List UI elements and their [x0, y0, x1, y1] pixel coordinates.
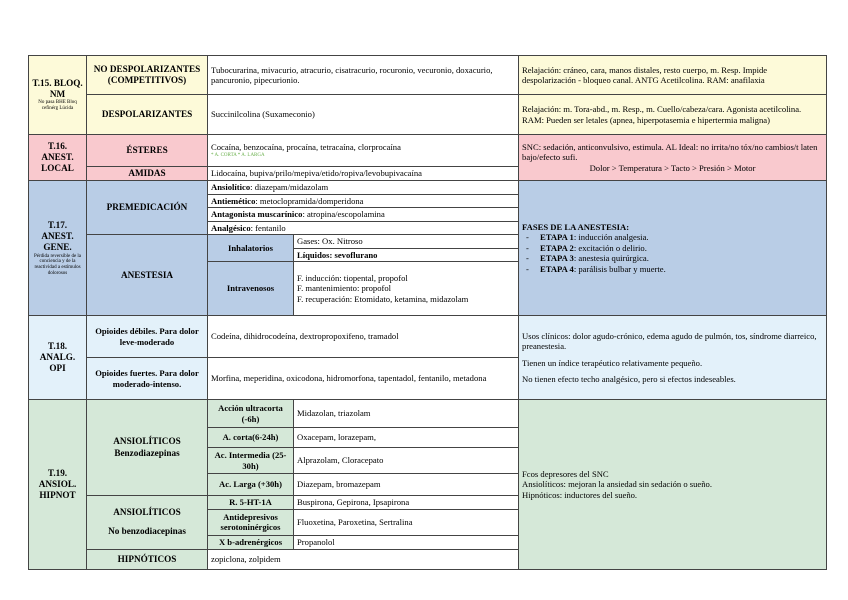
t17-iv-3: F. recuperación: Etomidato, ketamina, midazolam: [297, 293, 469, 304]
t18-weak-label: Opioides débiles. Para dolor leve-moderado: [87, 316, 208, 358]
t16-amidas-drugs: Lidocaína, bupiva/prilo/mepiva/etido/ropiva/levobupivacaína: [208, 167, 519, 181]
t19-benzo-1-v: Oxacepam, lorazepam,: [294, 428, 519, 448]
t19-nobenzo-1-k: Antidepresivos serotoninérgicos: [208, 509, 294, 535]
t17-iv-2: F. mantenimiento: propofol: [297, 283, 392, 294]
t19-info-3: Hipnóticos: inductores del sueño.: [522, 489, 638, 500]
t19-benzo-2-v: Alprazolam, Cloracepato: [294, 448, 519, 474]
t15-nondep-drugs: Tubocurarina, mivacurio, atracurio, cisatracurio, rocuronio, vecuronio, doxacurio, pancuronio, pipecurionio.: [208, 56, 519, 95]
t16-esteres-drugs: Cocaína, benzocaína, procaína, tetracaína, clorprocaína: [211, 142, 401, 153]
t18-strong-label: Opioides fuertes. Para dolor moderado-intenso.: [87, 358, 208, 400]
t17-iv-cell: [294, 262, 519, 316]
t17-premed-1: Antiemético: metoclopramida/domperidona: [208, 194, 519, 207]
t16-amidas-label: AMIDAS: [87, 167, 208, 181]
t19-title: T.19. ANSIOL. HIPNOT: [29, 400, 87, 569]
t17-gases: Gases: Ox. Nitroso: [294, 235, 519, 248]
t18-info-3: No tienen efecto techo analgésico, pero si efectos indeseables.: [522, 374, 736, 385]
t17-fases-cell: [519, 181, 827, 316]
t15-nondep-info: Relajación: cráneo, cara, manos distales, resto cuerpo, m. Resp. Impide despolarización - bloqueo canal. ANTG Acetilcolina. RAM: anafilaxia: [519, 56, 827, 95]
t19-info-1: Fcos depresores del SNC: [522, 468, 609, 479]
t19-info-cell: [519, 400, 827, 569]
t17-note: Pérdida reversible de la conciencia y de la reactividad a estímulos dolorosos: [33, 253, 82, 276]
t17-premed-label: PREMEDICACIÓN: [87, 181, 208, 235]
t16-esteres-cell: [208, 135, 519, 167]
t19-benzo-1-k: A. corta(6-24h): [208, 428, 294, 448]
t19-nobenzo-0-v: Buspirona, Gepirona, Ipsapirona: [294, 496, 519, 509]
t17-iv-label: Intravenosos: [208, 262, 294, 316]
t17-fase-2: - ETAPA 2: excitación o delirio.: [540, 243, 823, 253]
t18-title: T.18. ANALG. OPI: [29, 316, 87, 400]
t15-nondep-label: NO DESPOLARIZANTES (COMPETITIVOS): [87, 56, 208, 95]
t18-info-cell: [519, 316, 827, 400]
t19-benzo-2-k: Ac. Intermedia (25-30h): [208, 448, 294, 474]
t16-esteres-note: * A. CORTA * A. LARGA: [211, 152, 265, 158]
t19-benzo-label: ANSIOLÍTICOS Benzodiazepinas: [87, 400, 208, 496]
t15-dep-info: Relajación: m. Tora-abd., m. Resp., m. Cuello/cabeza/cara. Agonista acetilcolina. RAM: Pueden ser letales (apnea, hiperpotasemia e hipertermia maligna): [519, 95, 827, 135]
pharmacology-summary-table: [28, 55, 827, 570]
t15-title-cell: [29, 56, 87, 135]
t16-info-cell: [519, 135, 827, 181]
t19-benzo-0-k: Acción ultracorta (-6h): [208, 400, 294, 428]
t19-nobenzo-label: ANSIOLÍTICOS: [113, 507, 181, 518]
t17-iv-1: F. inducción: tiopental, propofol: [297, 272, 408, 283]
t17-anest-label: ANESTESIA: [87, 235, 208, 316]
t19-benzo-3-k: Ac. Larga (+30h): [208, 474, 294, 496]
t17-fase-3: - ETAPA 3: anestesia quirúrgica.: [540, 253, 823, 263]
t16-title: T.16. ANEST. LOCAL: [29, 135, 87, 181]
t17-liquidos: Líquidos: sevoflurano: [294, 248, 519, 261]
t19-info-2: Ansiolíticos: mejoran la ansiedad sin sedación o sueño.: [522, 479, 712, 490]
t18-weak-drugs: Codeína, dihidrocodeína, dextropropoxifeno, tramadol: [208, 316, 519, 358]
t19-nobenzo-0-k: R. 5-HT-1A: [208, 496, 294, 509]
t19-nobenzo-sub: No benzodiacepinas: [108, 526, 186, 537]
t19-hip-drugs: zopiclona, zolpidem: [208, 549, 519, 569]
t15-dep-drugs: Succinilcolina (Suxameconio): [208, 95, 519, 135]
t17-title: T.17. ANEST. GENE.: [41, 219, 74, 253]
t17-inh-label: Inhalatorios: [208, 235, 294, 262]
t17-title-cell: [29, 181, 87, 316]
t19-nobenzo-2-k: X b-adrenérgicos: [208, 535, 294, 549]
t16-order: Dolor > Temperatura > Tacto > Presión > Motor: [589, 162, 756, 173]
t15-note: No pasa BHE Bloq cefinérg Lúcida: [38, 100, 77, 112]
t19-benzo-0-v: Midazolan, triazolam: [294, 400, 519, 428]
t15-title: T.15. BLOQ. NM: [32, 78, 83, 100]
t19-benzo-3-v: Diazepam, bromazepam: [294, 474, 519, 496]
t16-esteres-label: ÉSTERES: [87, 135, 208, 167]
t17-fases-title: FASES DE LA ANESTESIA:: [522, 221, 630, 232]
t17-fases-list: [522, 232, 823, 274]
t17-premed-2: Antagonista muscarínico: atropina/escopolamina: [208, 208, 519, 221]
t18-strong-drugs: Morfina, meperidina, oxicodona, hidromorfona, tapentadol, fentanilo, metadona: [208, 358, 519, 400]
t15-dep-label: DESPOLARIZANTES: [87, 95, 208, 135]
t19-nobenzo-1-v: Fluoxetina, Paroxetina, Sertralina: [294, 509, 519, 535]
t19-nobenzo-2-v: Propanolol: [294, 535, 519, 549]
t18-info-2: Tienen un índice terapéutico relativamente pequeño.: [522, 357, 703, 368]
t17-premed-0: Ansiolítico: diazepam/midazolam: [208, 181, 519, 194]
t16-info: SNC: sedación, anticonvulsivo, estimula. AL Ideal: no irrita/no tóx/no cambios/t laten bajo/efecto sufi.: [522, 141, 818, 163]
t18-info-1: Usos clínicos: dolor agudo-crónico, edema agudo de pulmón, tos, síndrome diarreico, preanestesia.: [522, 330, 817, 352]
t17-premed-3: Analgésico: fentanilo: [208, 221, 519, 234]
t19-hip-label: HIPNÓTICOS: [87, 549, 208, 569]
t17-fase-4: - ETAPA 4: parálisis bulbar y muerte.: [540, 264, 823, 274]
t19-nobenzo-cell: [87, 496, 208, 549]
t17-fase-1: - ETAPA 1: inducción analgesia.: [540, 232, 823, 242]
